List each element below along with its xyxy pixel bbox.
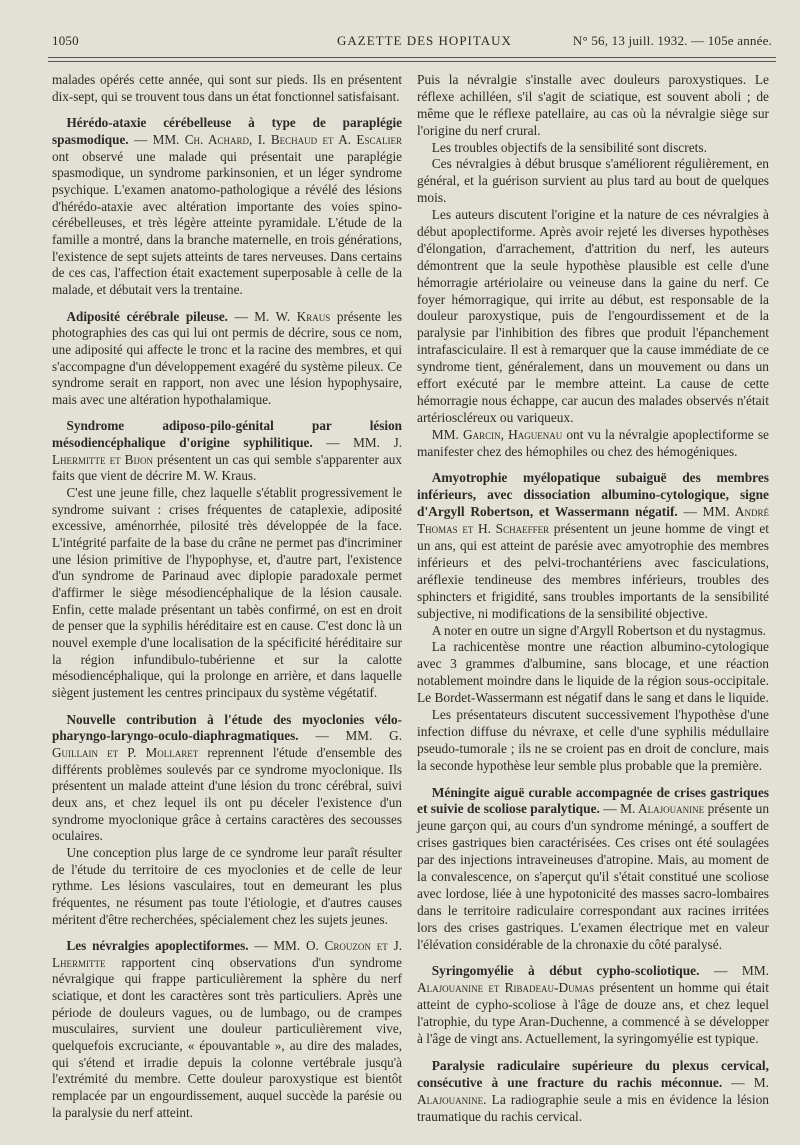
article-heading: Les névralgies apoplectiformes. (66, 938, 249, 954)
article-body: présente les photographies des cas qui lui ont permis de décrire, sous ce nom, une adiposité qui affecte le tronc et la racine des membres, et qui s'accompagne d'un développement exagéré du système pileux. Ce syndrome serait en rapport, non avec une lésion hypophysaire, mais avec une altération hypothalamique. (52, 308, 402, 407)
article-authors: — MM. Ch. Achard, I. Bechaud et A. Escalier (134, 131, 402, 147)
article-heading: Nouvelle contribution à l'étude des myoclonies vélo-pharyngo-laryngo-oculo-diaphragmatiques. (52, 711, 402, 744)
article-authors: — M. Alajouanine. (417, 1074, 769, 1107)
article-body: présentent un homme qui était atteint de cypho-scoliose à l'âge de douze ans, et chez lequel l'atrophie, du type Aran-Duchenne, a commencé à se développer à l'âge de vingt ans. Actuellement, la syringomyélie est typique. (417, 980, 769, 1046)
paragraph: Une conception plus large de ce syndrome leur paraît résulter de l'étude du territoire de ces myoclonies et de celle de leur rythme. Les lésions vasculaires, tout en demeurant les plus fréquentes, ne résument pas toute l'étiologie, et d'autres causes méritent d'être recherchées, spécialement chez les sujets jeunes. (52, 844, 402, 927)
article-authors: — MM. André Thomas et H. Schaeffer (417, 504, 769, 537)
paragraph: La rachicentèse montre une réaction albumino-cytologique avec 3 grammes d'albumine, sans blocage, et une réaction notablement moindre dans le liquide de la région sous-occipitale. Le Bordet-Wassermann est négatif dans le sang et dans le liquide. (417, 639, 769, 706)
article-authors: MM. Garcin, Haguenau (431, 426, 563, 442)
paragraph: A noter en outre un signe d'Argyll Robertson et du nystagmus. (431, 622, 767, 638)
article-heading: Paralysie radiculaire supérieure du plexus cervical, consécutive à une fracture du rachis méconnue. (417, 1057, 769, 1090)
article-body: La radiographie seule a mis en évidence la lésion traumatique du rachis cervical. (417, 1091, 769, 1124)
article-paralysie (417, 1058, 769, 1126)
article-heading: Amyotrophie myélopatique subaiguë des membres inférieurs, avec dissociation albumino-cytologique, signe d'Argyll Robertson, et Wassermann négatif. (417, 470, 769, 520)
article-body: reprennent l'étude d'ensemble des différents problèmes soulevés par ce syndrome myoclonique. Ils présentent un malade atteint d'une lésion du tronc cérébral, suivi deux ans, et chez lequel ils ont pu déceler l'existence d'un syndrome myoclonique grâce à certains caractères des secousses oculaires. (52, 744, 402, 844)
paragraph: C'est une jeune fille, chez laquelle s'établit progressivement le syndrome suivant : crises fréquentes de cataplexie, adiposité excessive, aménorrhée, pilosité très développée de la face. L'intégrité parfaite de la base du crâne ne permet pas d'incriminer une lésion primitive de l'hypophyse, et, d'autre part, l'existence d'un syndrome de Parinaud avec diplopie paradoxale permet d'affirmer le siège mésodiencéphalique de la lésion causale. Enfin, cette malade présentant un tabès confirmé, on est en droit de penser que la syphilis héréditaire est en cause. C'est donc là un nouvel exemple d'une localisation de la spécificité héréditaire sur la région infundibulo-tubérienne et sur la calotte mésodiencéphalique, qui la prolonge en arrière, et dans laquelle siègent justement les centres principaux du système végétatif. (52, 485, 402, 700)
article-heading: Adiposité cérébrale pileuse. (66, 308, 228, 324)
paragraph: Les présentateurs discutent successivement l'hypothèse d'une infection diffuse du névraxe, et celle d'une syphilis médullaire pseudo-tumorale ; ils ne se croient pas en droit de conclure, mais la seconde hypothèse leur semble plus probable que la première. (417, 706, 769, 773)
article-body: présentent un jeune homme de vingt et un ans, qui est atteint de parésie avec amyotrophie des membres inférieurs et des pelvi-trochantériens avec fasciculations, aréflexie tendineuse des membres inférieurs, troubles des sphincters et frigidité, sans troubles importants de la sensibilité subjective, ni modifications de la sensibilité objective. (417, 521, 770, 621)
right-column (417, 72, 769, 1125)
header-rule (48, 57, 776, 58)
issue-info: N° 56, 13 juill. 1932. — 105e année. (572, 33, 772, 48)
paragraph: malades opérés cette année, qui sont sur pieds. Ils en présentent dix-sept, qui se trouvent tous dans un état fonctionnel satisfaisant. (52, 72, 402, 104)
article-kraus (52, 309, 402, 409)
paragraph: Les auteurs discutent l'origine et la nature de ces névralgies à début apoplectiforme. Après avoir rejeté les diverses hypothèses d'élongation, d'arrachement, d'attrition du nerf, les auteurs démontrent que la seule hypothèse plausible est celle d'une hémorragie artériolaire ou veineuse dans la gaine du nerf. Ce foyer hémorragique, qui irrite au début, est responsable de la douleur paroxystique, puis de l'engourdissement et de la paralysie par l'inhibition des fibres que produit l'épanchement intrafasciculaire. Il est à remarquer que la cause immédiate de ce syndrome tient, généralement, dans un mouvement ou dans un effort exécuté par le membre atteint. La cause de cette hémorragie nous échappe, car aucun des malades observés n'était artérioscléreux ou variqueux. (417, 207, 769, 425)
article-authors: — MM. G. Guillain et P. Mollaret (52, 728, 402, 760)
article-authors: — MM. J. Lhermitte et Bijon (52, 435, 403, 467)
article-alajouanine-meningite (417, 785, 769, 954)
header-rule-double (48, 61, 776, 62)
paragraph: Les troubles objectifs de la sensibilité sont discrets. (431, 139, 707, 155)
page-header (52, 33, 772, 51)
article-body: ont vu la névralgie apoplectiforme se manifester chez des hémophiles ou chez des hémogéniques. (417, 426, 769, 459)
article-heading: Syndrome adiposo-pilo-génital par lésion mésodiencéphalique d'origine syphilitique. (52, 418, 402, 451)
article-authors: — MM. O. Crouzon et J. Lhermitte (52, 938, 402, 970)
left-column (52, 72, 402, 1121)
paragraph (417, 427, 769, 461)
article-body: présentent un cas qui semble s'apparenter aux faits que vient de décrire M. W. Kraus. (52, 451, 402, 484)
article-heading: Hérédo-ataxie cérébelleuse à type de paraplégie spasmodique. (52, 115, 402, 147)
article-crouzon (52, 938, 402, 1121)
article-authors: — MM. Alajouanine et Ribadeau-Dumas (417, 963, 769, 996)
article-heading: Méningite aiguë curable accompagnée de crises gastriques et suivie de scoliose paralytique. (417, 784, 769, 817)
paragraph: Puis la névralgie s'installe avec douleurs paroxystiques. Le réflexe achilléen, s'il s'agit de sciatique, est souvent aboli ; de même que le réflexe patellaire, au cas où la névralgie siège sur l'origine du nerf crural. (417, 72, 769, 138)
article-lhermitte-bijon (52, 418, 402, 485)
article-heading: Syringomyélie à début cypho-scoliotique. (431, 963, 700, 979)
article-syringomyelie (417, 963, 769, 1047)
article-thomas (417, 470, 769, 622)
paragraph: Ces névralgies à début brusque s'améliorent régulièrement, en général, et la guérison survient au plus tard au bout de quelques mois. (417, 156, 769, 206)
article-authors: — M. Alajouanine (603, 801, 705, 817)
article-body: ont observé une malade qui présentait une paraplégie spasmodique, un syndrome parkinsonien, et un léger syndrome psychique. L'examen anatomo-pathologique a révélé des lésions d'hérédo-ataxie avec altération importante des voies spino-cérébelleuses, et très légère atteinte pyramidale. L'étude de la famille a montré, dans la branche maternelle, en trois générations, l'existence de sept sujets atteints de tares nerveuses. Dans certains de ces cas, l'affection était exactement superposable à celle de la malade, et débutait vers la trentaine. (52, 148, 402, 297)
article-guillain (52, 712, 402, 845)
journal-title: GAZETTE DES HOPITAUX (337, 33, 512, 48)
page-number: 1050 (52, 33, 79, 48)
article-authors: — M. W. Kraus (234, 308, 331, 324)
article-body: rapportent cinq observations d'un syndrome névralgique qui frappe particulièrement la sphère du nerf sciatique, et dont les caractères sont très particuliers. Après une période de douleurs vagues, ou de lumbago, ou de crampes musculaires, survient une douleur particulièrement vive, quelquefois excruciante, « épouvantable », au dire des malades, qui s'étend et irradie depuis la colonne vertébrale jusqu'à l'extrémité du membre. Cette douleur paroxystique est bientôt remplacée par un engourdissement, auquel succède la parésie ou la paralysie du nerf atteint. (52, 954, 402, 1120)
article-body: présente un jeune garçon qui, au cours d'un syndrome méningé, a souffert de crises gastriques bien caractérisées. Ces crises ont été soulagées par des injections intraveineuses d'atropine. Mais, au moment de la convalescence, on s'aperçut qu'il s'était constitué une scoliose avec lordose, liée à une hypotonicité des masses sacro-lombaires dans le territoire radiculaire correspondant aux racines irritées lors des crises gastriques. L'examen électrique met en valeur l'élévation considérable de la chronaxie du côté paralysé. (417, 801, 770, 952)
article-achard (52, 115, 402, 298)
